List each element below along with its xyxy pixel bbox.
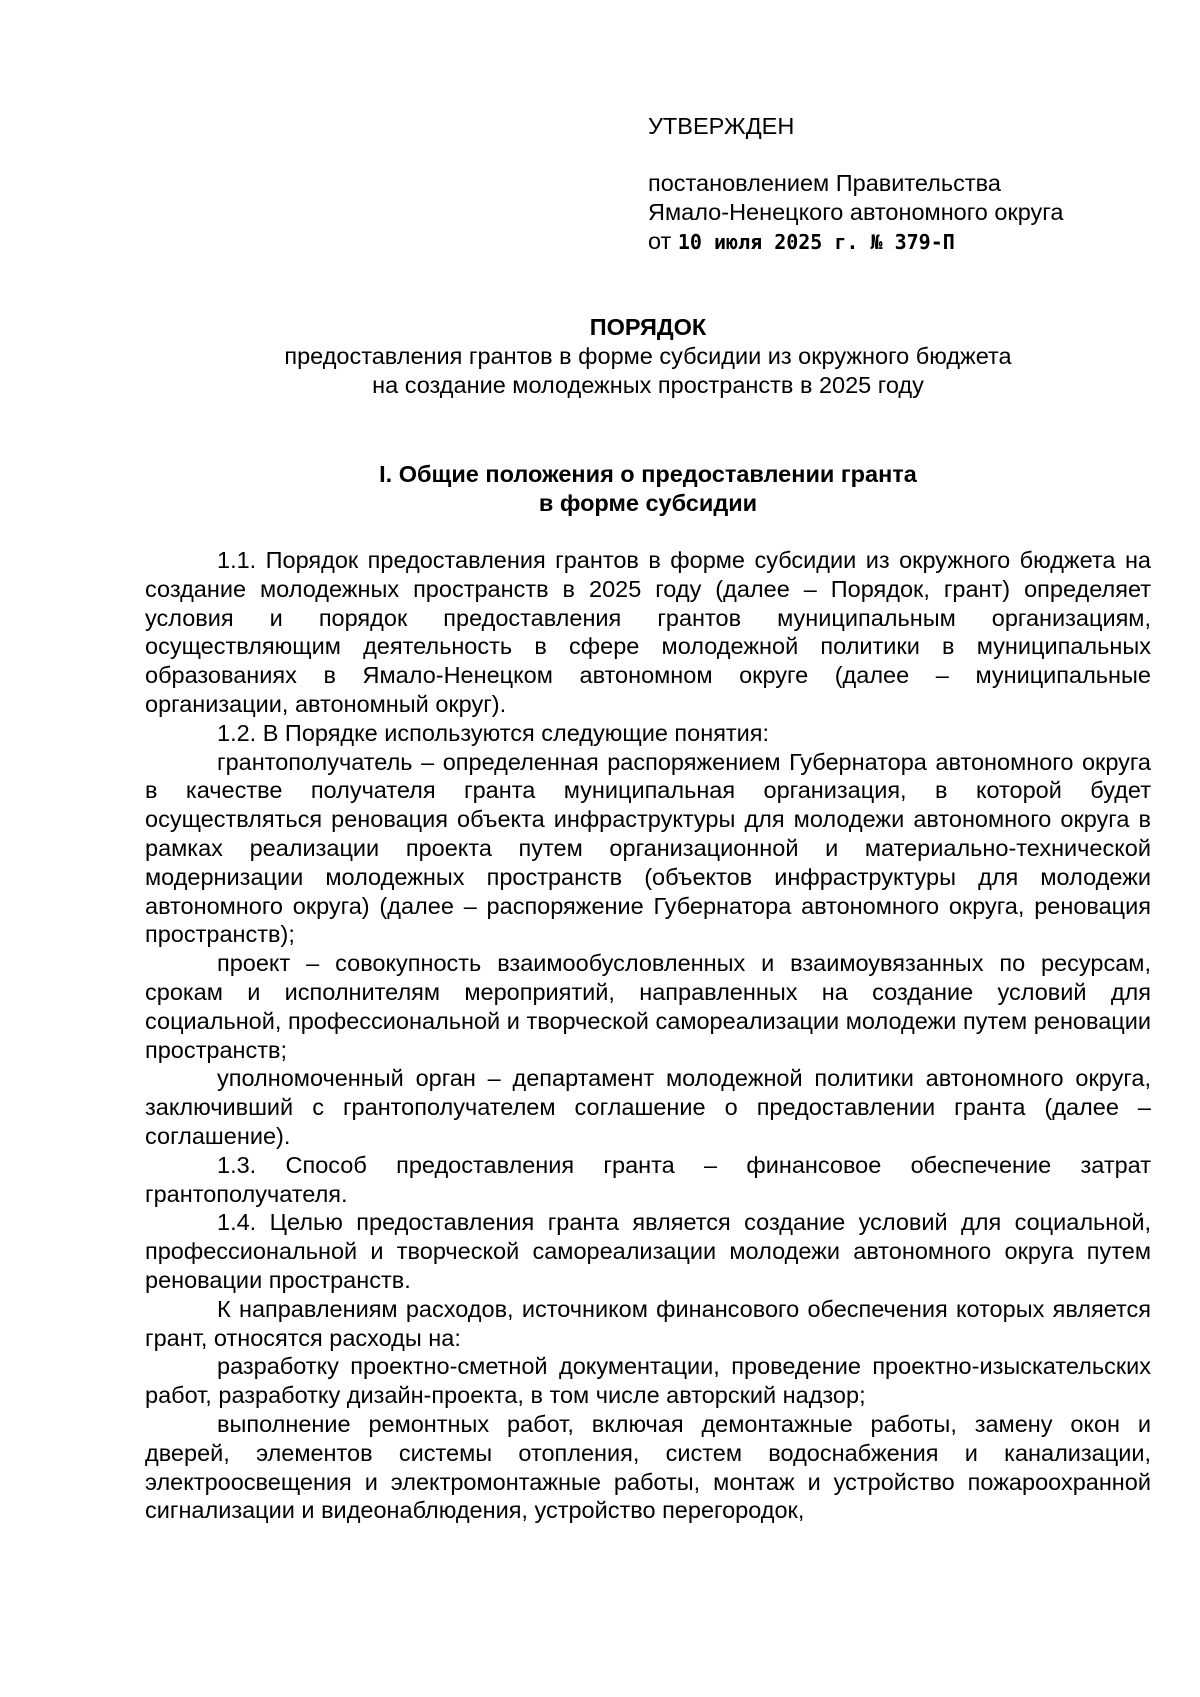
paragraph: проект – совокупность взаимообусловленных и взаимоувязанных по ресурсам, срокам и исполнителям мероприятий, направленных на создание условий для социальной, профессиональной и творческой самореализации молодежи путем реновации пространств;: [145, 950, 1151, 1063]
approval-stamp: УТВЕРЖДЕН: [648, 113, 795, 139]
section-heading-line-1: I. Общие положения о предоставлении гранта: [379, 461, 917, 487]
title-subtitle-line-1: предоставления грантов в форме субсидии из окружного бюджета: [284, 343, 1012, 369]
paragraph: К направлениям расходов, источником финансового обеспечения которых является грант, относятся расходы на:: [145, 1295, 1151, 1351]
section-heading: [145, 460, 1151, 518]
approval-date-prefix: от: [648, 228, 672, 254]
section-heading-line-2: в форме субсидии: [538, 490, 758, 516]
paragraph: 1.4. Целью предоставления гранта является создание условий для социальной, профессиональной и творческой самореализации молодежи автономного округа путем реновации пространств.: [145, 1209, 1151, 1293]
paragraph: грантополучатель – определенная распоряжением Губернатора автономного округа в качестве получателя гранта муниципальная организация, в которой будет осуществляться реновация объекта инфраструктуры для молодежи автономного округа в рамках реализации проекта путем организационной и материально-технической модернизации молодежных пространств (объектов инфраструктуры для молодежи автономного округа) (далее – распоряжение Губернатора автономного округа, реновация пространств);: [145, 748, 1151, 948]
body-text: [145, 546, 1151, 1525]
approval-block: [648, 112, 1168, 257]
approval-date-line: [648, 227, 1168, 257]
paragraph: разработку проектно-сметной документации, проведение проектно-изыскательских работ, разработку дизайн-проекта, в том числе авторский надзор;: [145, 1353, 1151, 1409]
title-main: ПОРЯДОК: [589, 314, 707, 340]
title-subtitle-line-2: на создание молодежных пространств в 2025 году: [372, 372, 924, 398]
approval-line-2: Ямало-Ненецкого автономного округа: [648, 199, 1064, 225]
approval-date-value: 10 июля 2025 г. № 379-П: [677, 230, 955, 254]
paragraph: 1.3. Способ предоставления гранта – финансовое обеспечение затрат грантополучателя.: [145, 1151, 1151, 1207]
paragraph: 1.1. Порядок предоставления грантов в форме субсидии из окружного бюджета на создание молодежных пространств в 2025 году (далее – Порядок, грант) определяет условия и порядок предоставления грантов муниципальным организациям, осуществляющим деятельность в сфере молодежной политики в муниципальных образованиях в Ямало-Ненецком автономном округе (далее – муниципальные организации, автономный округ).: [145, 547, 1151, 717]
paragraph: 1.2. В Порядке используются следующие понятия:: [217, 719, 770, 746]
paragraph: уполномоченный орган – департамент молодежной политики автономного округа, заключивший с грантополучателем соглашение о предоставлении гранта (далее – соглашение).: [145, 1065, 1151, 1149]
approval-line-1: постановлением Правительства: [648, 170, 1001, 196]
paragraph: выполнение ремонтных работ, включая демонтажные работы, замену окон и дверей, элементов системы отопления, систем водоснабжения и канализации, электроосвещения и электромонтажные работы, монтаж и устройство пожароохранной сигнализации и видеонаблюдения, устройство перегородок,: [145, 1410, 1151, 1524]
document-title: [145, 313, 1151, 400]
